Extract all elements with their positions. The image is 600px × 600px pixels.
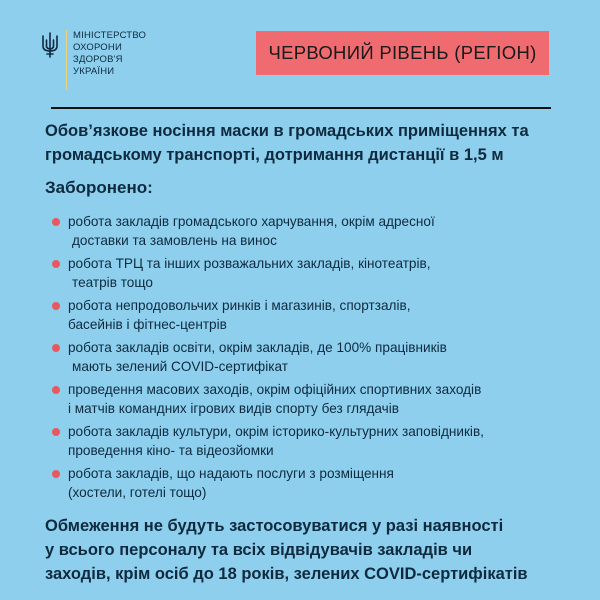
list-item bbox=[52, 464, 592, 502]
ministry-name bbox=[73, 30, 146, 78]
logo-divider bbox=[66, 30, 67, 90]
bullet-icon bbox=[52, 218, 60, 226]
bullet-icon bbox=[52, 428, 60, 436]
list-item-line: робота закладів, що надають послуги з розміщення bbox=[68, 466, 394, 481]
ministry-name-line: УКРАЇНИ bbox=[73, 66, 115, 77]
list-item-line: театрів тощо bbox=[72, 275, 153, 290]
list-item-line: і матчів командних ігрових видів спорту без глядачів bbox=[68, 401, 399, 416]
list-item bbox=[52, 296, 592, 334]
list-item bbox=[52, 380, 592, 418]
list-item-line: мають зелений COVID-сертифікат bbox=[72, 359, 288, 374]
mask-rule-text bbox=[45, 119, 590, 167]
restriction-note-line: у всього персоналу та всіх відвідувачів закладів чи bbox=[45, 541, 473, 559]
mask-rule-line: Обов’язкове носіння маски в громадських приміщеннях та bbox=[45, 122, 529, 140]
list-item-line: доставки та замовлень на винос bbox=[72, 233, 277, 248]
bullet-icon bbox=[52, 344, 60, 352]
list-item-line: робота непродовольчих ринків і магазинів, спортзалів, bbox=[68, 298, 411, 313]
list-item-line: робота закладів культури, окрім історико-культурних заповідників, bbox=[68, 424, 484, 439]
list-item bbox=[52, 338, 592, 376]
ministry-name-line: ЗДОРОВ'Я bbox=[73, 54, 123, 65]
ministry-name-line: МІНІСТЕРСТВО bbox=[73, 30, 147, 41]
list-item-line: робота ТРЦ та інших розважальних закладів, кінотеатрів, bbox=[68, 256, 431, 271]
ministry-name-line: ОХОРОНИ bbox=[73, 42, 122, 53]
forbidden-heading: Заборонено: bbox=[45, 178, 153, 197]
list-item-line: проведення кіно- та відеозйомки bbox=[68, 443, 274, 458]
list-item bbox=[52, 254, 592, 292]
bullet-icon bbox=[52, 386, 60, 394]
ministry-logo bbox=[40, 30, 146, 90]
forbidden-list bbox=[52, 212, 592, 506]
list-item-line: робота закладів освіти, окрім закладів, де 100% працівників bbox=[68, 340, 447, 355]
red-level-badge: ЧЕРВОНИЙ РІВЕНЬ (РЕГІОН) bbox=[256, 31, 549, 75]
list-item bbox=[52, 212, 592, 250]
list-item-line: басейнів і фітнес-центрів bbox=[68, 317, 227, 332]
restriction-note-line: Обмеження не будуть застосовуватися у разі наявності bbox=[45, 517, 504, 535]
restriction-note bbox=[45, 514, 590, 586]
list-item bbox=[52, 422, 592, 460]
mask-rule-line: громадському транспорті, дотримання дистанції в 1,5 м bbox=[45, 146, 504, 164]
trident-icon bbox=[40, 32, 60, 58]
restriction-note-line: заходів, крім осіб до 18 років, зелених COVID-сертифікатів bbox=[45, 565, 528, 583]
bullet-icon bbox=[52, 302, 60, 310]
list-item-line: проведення масових заходів, окрім офіційних спортивних заходів bbox=[68, 382, 482, 397]
list-item-line: робота закладів громадського харчування, окрім адресної bbox=[68, 214, 435, 229]
list-item-line: (хостели, готелі тощо) bbox=[68, 485, 207, 500]
divider-line bbox=[51, 107, 551, 109]
bullet-icon bbox=[52, 470, 60, 478]
bullet-icon bbox=[52, 260, 60, 268]
